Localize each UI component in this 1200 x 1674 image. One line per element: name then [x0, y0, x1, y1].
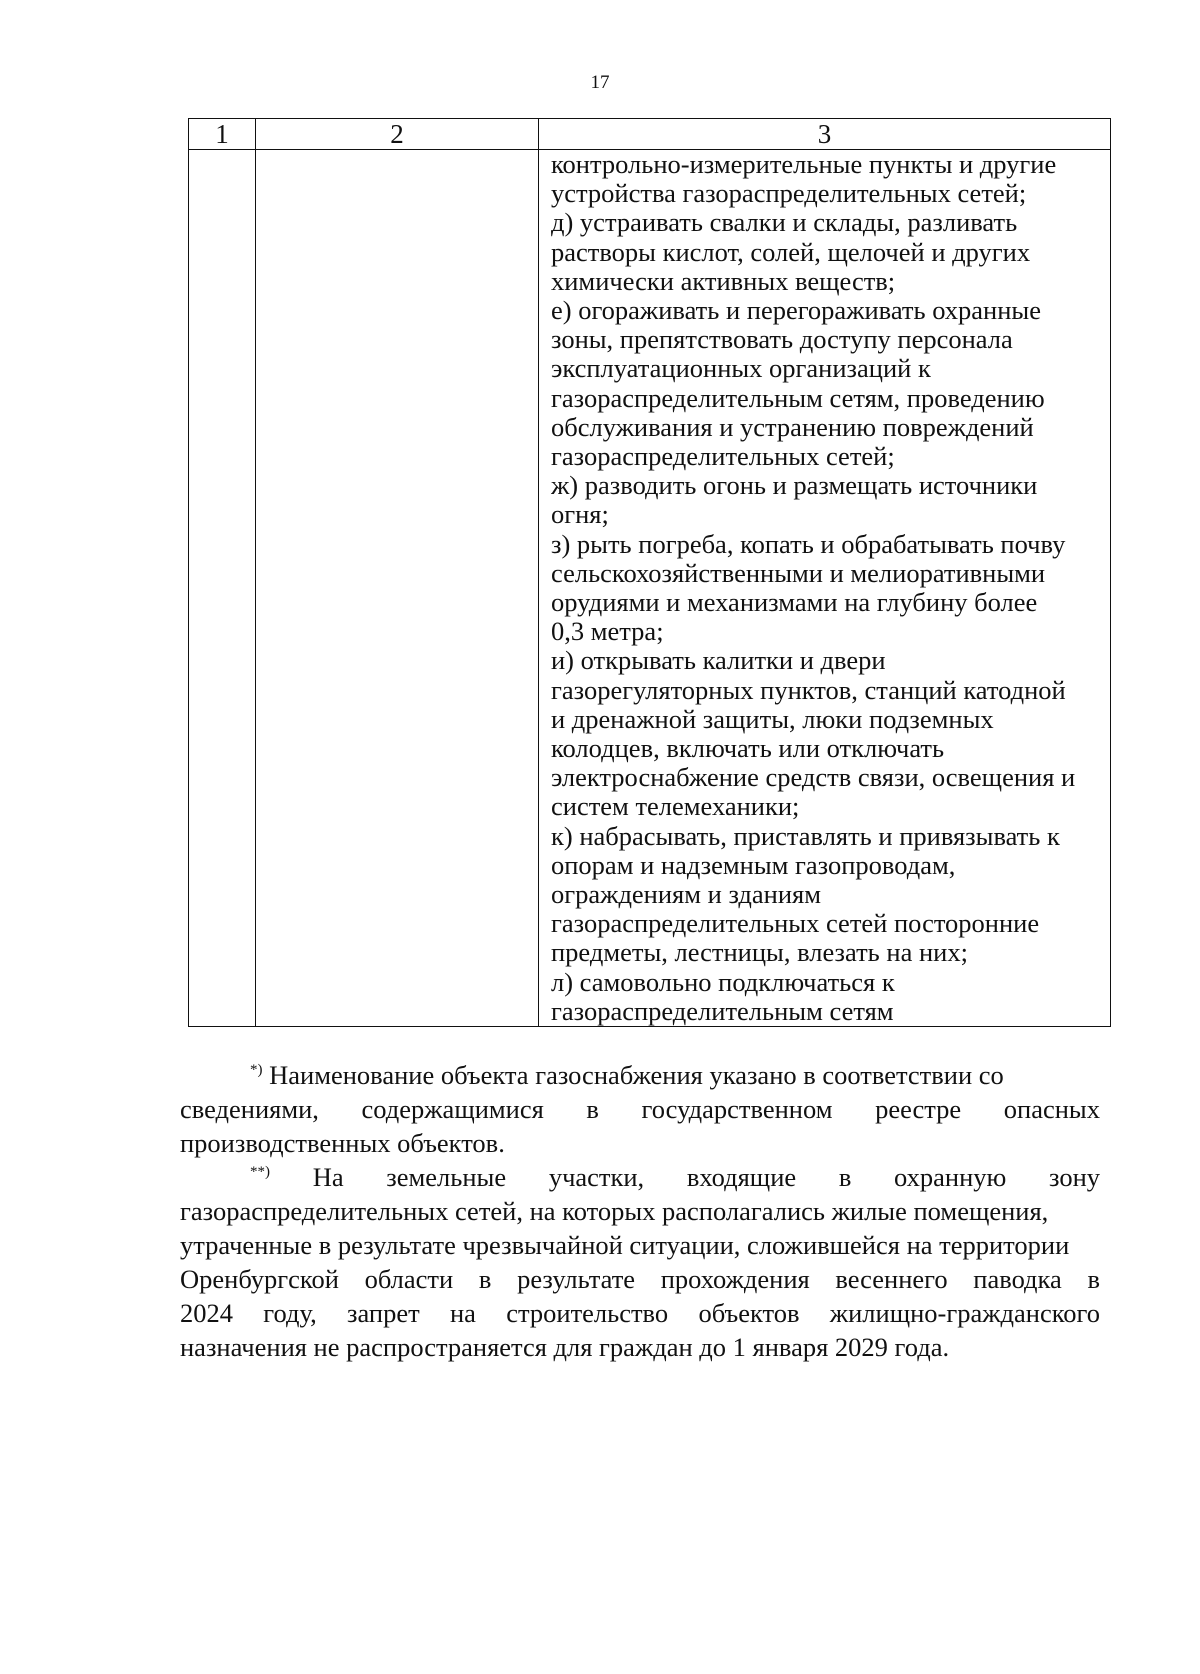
text-line: устройства газораспределительных сетей;	[551, 179, 1027, 209]
footnote-2-line-2: газораспределительных сетей, на которых располагались жилые помещения,	[180, 1196, 1049, 1226]
text-line: химически активных веществ;	[551, 266, 896, 296]
text-line: ограждениям и зданиям	[551, 880, 821, 910]
text-line: з) рыть погреба, копать и обрабатывать почву	[551, 529, 1066, 559]
text-line: и дренажной защиты, люки подземных	[551, 704, 994, 734]
text-line: растворы кислот, солей, щелочей и других	[551, 237, 1031, 267]
footnote-1-line-3: производственных объектов.	[180, 1128, 505, 1158]
text-line: электроснабжение средств связи, освещения и	[551, 763, 1076, 793]
footnote-2-line-4: Оренбургской области в результате прохождения весеннего паводка в	[180, 1264, 1100, 1294]
footnote-1-line-1	[180, 1058, 1100, 1092]
table-row	[189, 150, 1111, 1027]
text-line: газораспределительных сетей посторонние	[551, 909, 1040, 939]
footnote-2-text: На земельные участки, входящие в охранную зону	[312, 1162, 1100, 1192]
header-col-2: 2	[256, 119, 539, 150]
text-line: орудиями и механизмами на глубину более	[551, 588, 1038, 618]
text-line: к) набрасывать, приставлять и привязывать к	[551, 821, 1060, 851]
text-line: колодцев, включать или отключать	[551, 734, 945, 764]
page-number: 17	[590, 72, 610, 93]
footnote-2-line-3: утраченные в результате чрезвычайной ситуации, сложившейся на территории	[180, 1230, 1070, 1260]
text-line: 0,3 метра;	[551, 617, 664, 647]
text-line: газорегуляторных пунктов, станций катодной	[551, 675, 1066, 705]
text-line: сельскохозяйственными и мелиоративными	[551, 558, 1046, 588]
text-line: опорам и надземным газопроводам,	[551, 850, 956, 880]
text-line: и) открывать калитки и двери	[551, 646, 886, 676]
text-line: ж) разводить огонь и размещать источники	[551, 471, 1038, 501]
text-line: эксплуатационных организаций к	[551, 354, 931, 384]
footnote-1-marker: *)	[250, 1062, 263, 1079]
footnote-2-line-1	[180, 1160, 1100, 1194]
text-line: е) огораживать и перегораживать охранные	[551, 296, 1041, 326]
text-line: д) устраивать свалки и склады, разливать	[551, 208, 1018, 238]
header-col-1: 1	[189, 119, 256, 150]
text-line: систем телемеханики;	[551, 792, 800, 822]
footnote-2-marker: **)	[250, 1164, 270, 1181]
table-header-row	[189, 119, 1111, 150]
text-line: контрольно-измерительные пункты и другие	[551, 150, 1057, 179]
restrictions-table	[188, 118, 1111, 1027]
footnote-1-text: Наименование объекта газоснабжения указано в соответствии со	[269, 1060, 1004, 1090]
text-line: л) самовольно подключаться к	[551, 967, 895, 997]
footnote-2	[180, 1160, 1100, 1364]
text-line: газораспределительным сетям	[551, 996, 894, 1026]
cell-col-2	[256, 150, 539, 1027]
footnote-1-line-2: сведениями, содержащимися в государственном реестре опасных	[180, 1094, 1100, 1124]
text-line: огня;	[551, 500, 609, 530]
cell-col-3	[539, 150, 1111, 1027]
footnote-2-line-6: назначения не распространяется для граждан до 1 января 2029 года.	[180, 1332, 950, 1362]
text-line: зоны, препятствовать доступу персонала	[551, 325, 1013, 355]
footnote-2-line-5: 2024 году, запрет на строительство объектов жилищно-гражданского	[180, 1298, 1100, 1328]
footnote-1	[180, 1058, 1100, 1160]
cell-col-1	[189, 150, 256, 1027]
text-line: обслуживания и устранению повреждений	[551, 412, 1034, 442]
header-col-3: 3	[539, 119, 1111, 150]
text-line: газораспределительным сетям, проведению	[551, 383, 1045, 413]
text-line: предметы, лестницы, влезать на них;	[551, 938, 968, 968]
text-line: газораспределительных сетей;	[551, 442, 895, 472]
